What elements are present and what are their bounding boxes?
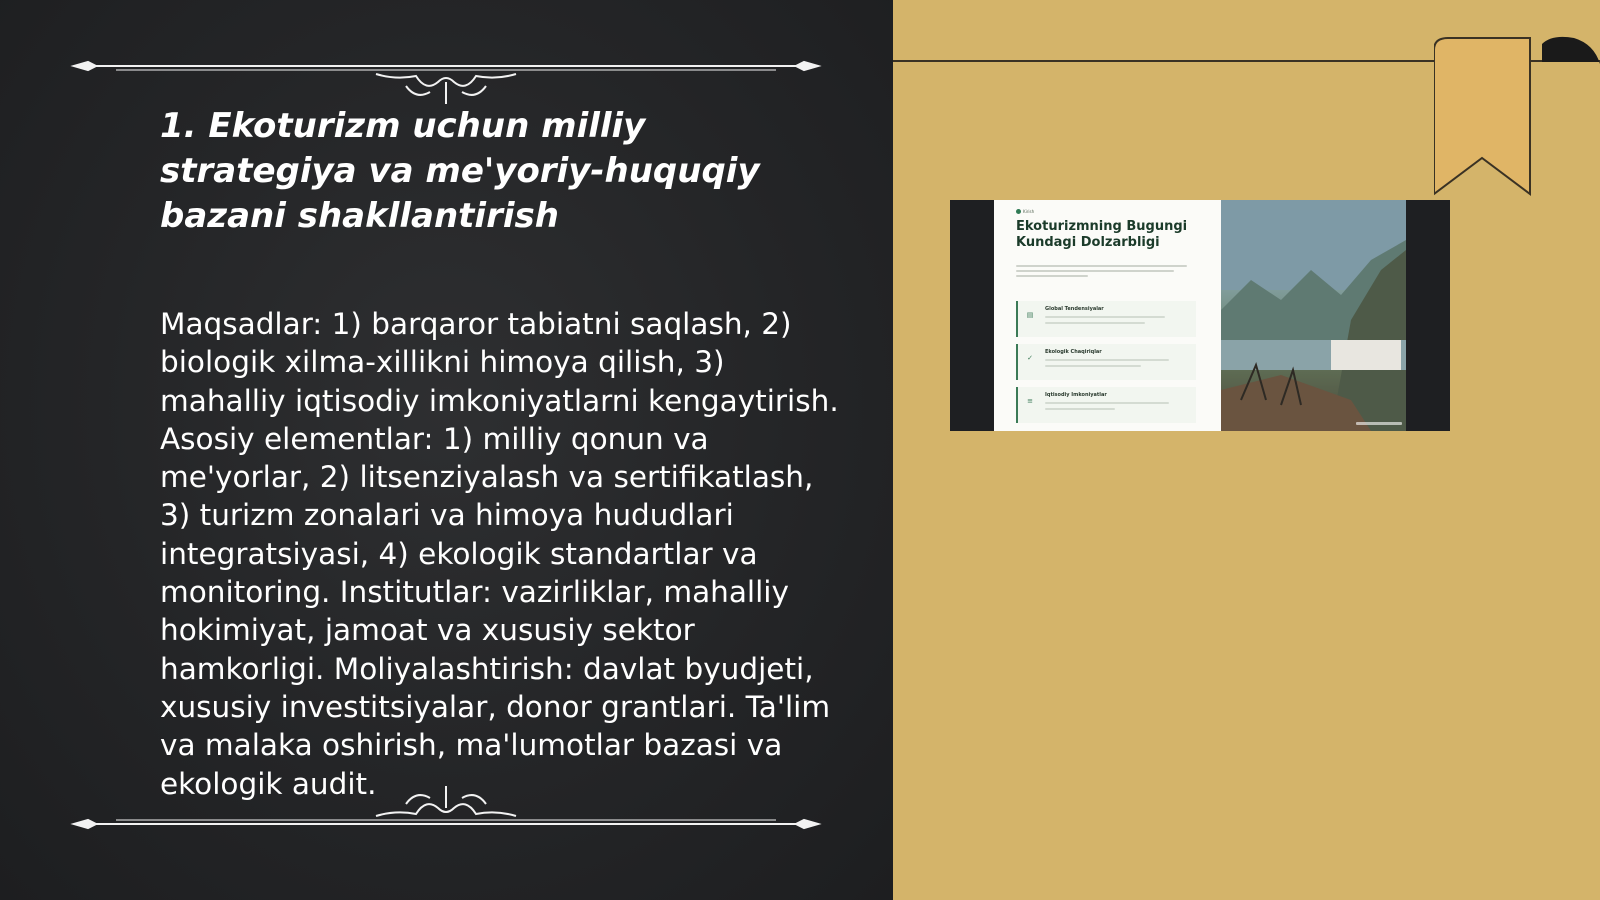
slide-preview-thumbnail[interactable] — [950, 200, 1450, 431]
leaf-icon: ✓ — [1027, 354, 1033, 362]
ornamental-divider-bottom — [66, 778, 826, 834]
coins-icon: ≡ — [1027, 397, 1033, 405]
slide-body-text: Maqsadlar: 1) barqaror tabiatni saqlash, 2) biologik xilma-xillikni himoya qilish, 3) mahalliy iqtisodiy imkoniyatlarni kengaytirish. Asosiy elementlar: 1) milliy qonun va me'yorlar, 2) litsenziyalash va sertifikatlash, 3) turizm zonalari va himoya hududlari integratsiyasi, 4) ekologik standartlar va monitoring. Institutlar: vazirliklar, mahalliy hokimiyat, jamoat va xususiy sektor hamkorligi. Moliyalashtirish: davlat byudjeti, xususiy investitsiyalar, donor grantlari. Ta'lim va malaka oshirish, ma'lumotlar bazasi va ekologik audit. — [160, 307, 839, 801]
preview-kicker-dot-icon — [1016, 209, 1021, 214]
chart-icon: ▤ — [1026, 311, 1034, 319]
preview-kicker: Kirish — [1016, 209, 1034, 214]
photo-credit — [1356, 422, 1402, 425]
ornamental-divider-top — [66, 52, 826, 108]
preview-card: ✓ Ekologik Chaqiriqlar — [1016, 344, 1196, 380]
preview-description — [1016, 262, 1196, 286]
preview-card: ≡ Iqtisodiy Imkoniyatlar — [1016, 387, 1196, 423]
preview-landscape-photo — [1221, 200, 1406, 431]
preview-title: Ekoturizmning Bugungi Kundagi Dolzarbligi — [1016, 219, 1188, 250]
slide-title: 1. Ekoturizm uchun milliy strategiya va me'yoriy-huquqiy bazani shakllantirish — [160, 106, 760, 236]
preview-text-area — [994, 200, 1221, 431]
bookmark-ribbon-icon — [1434, 34, 1600, 204]
preview-card: ▤ Global Tendensiyalar — [1016, 301, 1196, 337]
